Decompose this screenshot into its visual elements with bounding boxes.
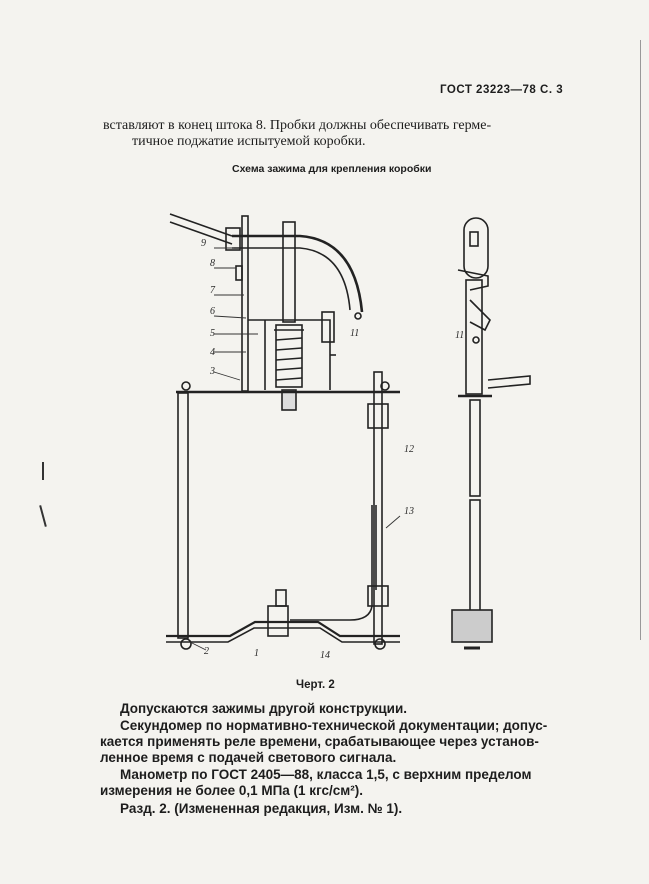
- label-5: 5: [210, 328, 215, 339]
- label-14: 14: [320, 650, 330, 661]
- intro-line-1: вставляют в конец штока 8. Пробки должны обеспечивать герме-: [103, 118, 492, 133]
- stock-rod: [242, 216, 248, 391]
- bottom-plate: [166, 622, 400, 636]
- body-line-4: ленное время с подачей светового сигнала.: [100, 750, 397, 765]
- label-2: 2: [204, 646, 209, 657]
- figure-caption: Черт. 2: [296, 679, 335, 691]
- body-line-3: кается применять реле времени, срабатывающее через установ-: [100, 734, 539, 749]
- intro-line-2: тичное поджатие испытуемой коробки.: [132, 134, 366, 149]
- label-3: 3: [210, 366, 215, 377]
- label-11-side: 11: [455, 330, 465, 341]
- figure-title: Схема зажима для крепления коробки: [232, 163, 432, 175]
- label-12: 12: [404, 444, 414, 455]
- left-rod: [178, 393, 188, 638]
- label-7: 7: [210, 285, 215, 296]
- body-line-6: измерения не более 0,1 МПа (1 кгс/см²).: [100, 783, 364, 798]
- margin-mark: [42, 462, 44, 480]
- side-view-head: [464, 218, 488, 278]
- label-8: 8: [210, 258, 215, 269]
- scan-edge-line: [640, 40, 641, 640]
- label-4: 4: [210, 347, 215, 358]
- right-clamp-block: [368, 404, 388, 428]
- body-line-1: Допускаются зажимы другой конструкции.: [120, 701, 408, 716]
- side-view-rod: [470, 400, 480, 496]
- label-11: 11: [350, 328, 360, 339]
- label-1: 1: [254, 648, 259, 659]
- body-line-7: Разд. 2. (Измененная редакция, Изм. № 1).: [120, 801, 403, 816]
- label-13: 13: [404, 506, 414, 517]
- body-line-2: Секундомер по нормативно-технической документации; допус-: [120, 718, 548, 733]
- label-9: 9: [201, 238, 206, 249]
- label-6: 6: [210, 306, 215, 317]
- body-line-5: Манометр по ГОСТ 2405—88, класса 1,5, с верхним пределом: [120, 767, 532, 782]
- page-reference: ГОСТ 23223—78 С. 3: [440, 84, 564, 96]
